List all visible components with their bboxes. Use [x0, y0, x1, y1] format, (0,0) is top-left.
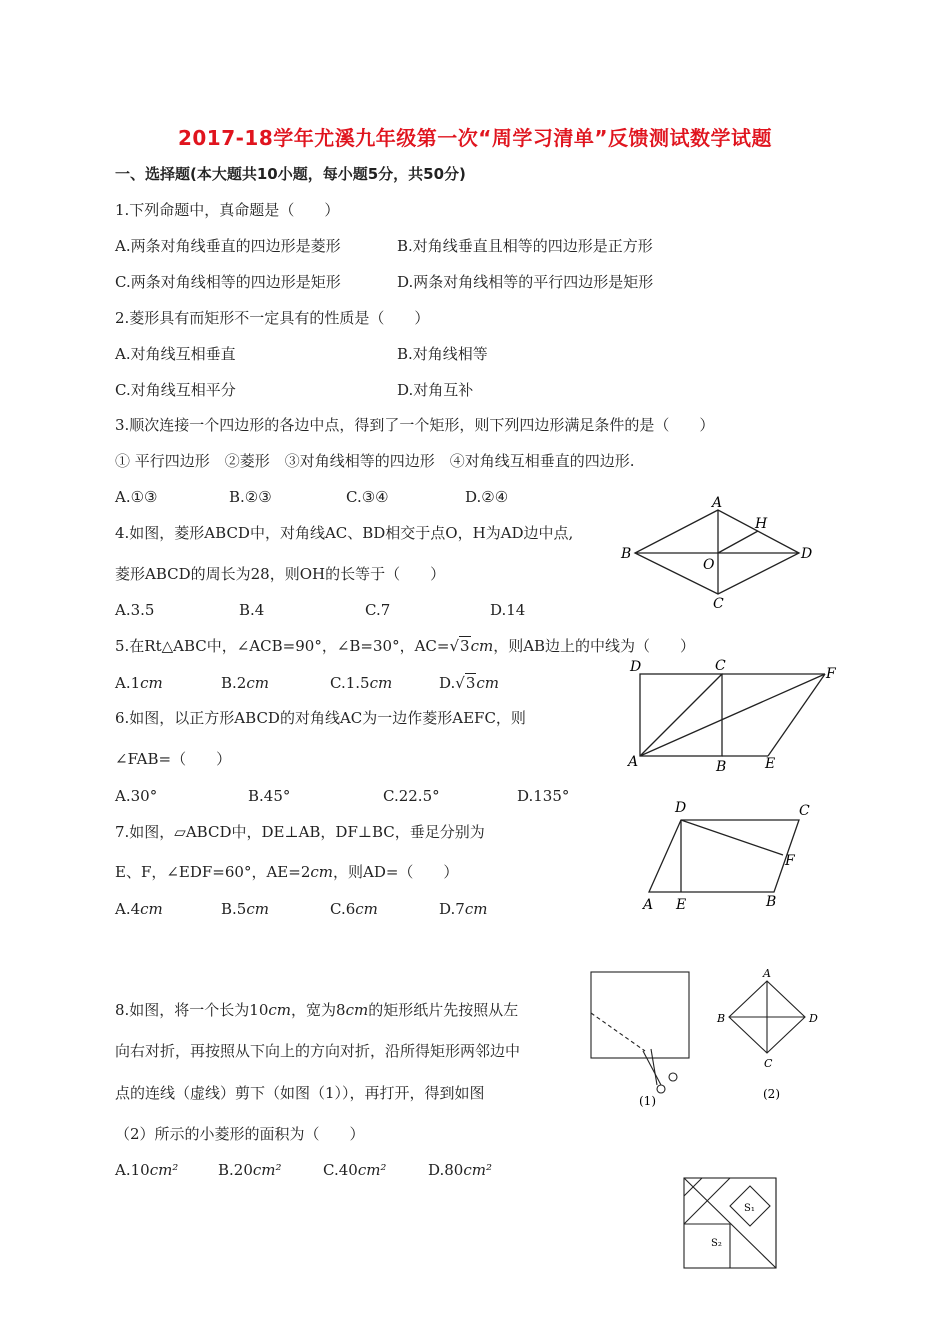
q9-squares-figure	[678, 1172, 788, 1272]
q8-stem-line3: 点的连线（虚线）剪下（如图（1）），再打开，得到如图	[115, 1084, 485, 1102]
q6-label-b: B	[716, 759, 727, 775]
q8-label-a: A	[763, 967, 771, 980]
q6-label-e: E	[765, 756, 776, 772]
q5-stem	[115, 636, 695, 656]
q5-option-d: D.√3cm	[439, 674, 499, 692]
q4-option-c: C.7	[365, 601, 391, 619]
q6-square-rhombus-figure	[620, 652, 850, 777]
q4-stem-line1: 4.如图，菱形ABCD中，对角线AC、BD相交于点O，H为AD边中点,	[115, 524, 574, 542]
q8-stem-line2: 向右对折，再按照从下向上的方向对折，沿所得矩形两邻边中	[115, 1042, 521, 1060]
q5-sqrt: √3	[449, 637, 470, 655]
q5-option-b: B.2cm	[221, 674, 269, 692]
q3-option-b: B.②③	[229, 488, 272, 506]
q2-option-d: D.对角互补	[397, 381, 474, 399]
q2-option-b: B.对角线相等	[397, 345, 488, 363]
q6-stem-line2: ∠FAB=（ ）	[115, 750, 232, 768]
q8-stem-line4: （2）所示的小菱形的面积为（ ）	[115, 1125, 365, 1143]
q7-label-d: D	[675, 800, 687, 816]
q4-label-o: O	[703, 557, 715, 573]
q4-stem-line2: 菱形ABCD的周长为28，则OH的长等于（ ）	[115, 565, 446, 583]
q1-stem: 1.下列命题中，真命题是（ ）	[115, 201, 340, 219]
q7-parallelogram-figure	[635, 795, 825, 915]
q8-option-b: B.20cm²	[218, 1161, 282, 1179]
q4-option-b: B.4	[239, 601, 265, 619]
q7-label-b: B	[766, 894, 777, 910]
q7-option-b: B.5cm	[221, 900, 269, 918]
q8-option-a: A.10cm²	[115, 1161, 179, 1179]
q6-label-a: A	[628, 754, 639, 770]
q7-label-a: A	[643, 897, 654, 913]
q7-option-a: A.4cm	[115, 900, 163, 918]
q6-option-d: D.135°	[517, 787, 570, 805]
q7-label-f: F	[785, 853, 795, 869]
q6-option-b: B.45°	[248, 787, 291, 805]
q7-label-e: E	[676, 897, 687, 913]
page-title: 2017-18学年尤溪九年级第一次“周学习清单”反馈测试数学试题	[177, 126, 773, 150]
q4-rhombus-figure	[615, 490, 815, 615]
q6-label-d: D	[630, 659, 642, 675]
q6-option-a: A.30°	[115, 787, 158, 805]
q4-option-d: D.14	[490, 601, 526, 619]
q4-label-b: B	[621, 546, 632, 562]
q4-label-h: H	[755, 516, 768, 532]
q5-radicand: 3	[460, 637, 470, 655]
q2-option-a: A.对角线互相垂直	[115, 345, 236, 363]
q8-option-c: C.40cm²	[323, 1161, 387, 1179]
q3-stem: 3.顺次连接一个四边形的各边中点，得到了一个矩形，则下列四边形满足条件的是（ ）	[115, 416, 715, 434]
q9-label-s1: S₁	[744, 1203, 755, 1214]
q5-stem-pre: 5.在Rt△ABC中，∠ACB=90°，∠B=30°，AC=	[115, 637, 450, 655]
q2-option-c: C.对角线互相平分	[115, 381, 236, 399]
q8-label-d: D	[809, 1012, 818, 1025]
q5-option-c: C.1.5cm	[330, 674, 393, 692]
q1-option-c: C.两条对角线相等的四边形是矩形	[115, 273, 341, 291]
q1-option-a: A.两条对角线垂直的四边形是菱形	[115, 237, 341, 255]
q6-label-f: F	[826, 666, 836, 682]
q8-fold-cut-figure	[585, 965, 835, 1115]
q4-label-d: D	[801, 546, 813, 562]
q8-label-c: C	[764, 1057, 773, 1070]
q7-stem-line1: 7.如图，▱ABCD中，DE⊥AB，DF⊥BC，垂足分别为	[115, 823, 485, 841]
q8-fig2-caption: (2)	[763, 1087, 780, 1101]
q5-unit: cm	[470, 637, 494, 655]
q6-label-c: C	[715, 658, 726, 674]
q2-stem: 2.菱形具有而矩形不一定具有的性质是（ ）	[115, 309, 430, 327]
q8-label-b: B	[717, 1012, 726, 1025]
q7-label-c: C	[799, 803, 810, 819]
q3-items: ① 平行四边形 ②菱形 ③对角线相等的四边形 ④对角线互相垂直的四边形.	[115, 452, 635, 470]
q1-option-d: D.两条对角线相等的平行四边形是矩形	[397, 273, 654, 291]
q8-stem-line1: 8.如图，将一个长为10cm，宽为8cm的矩形纸片先按照从左	[115, 1001, 519, 1019]
q3-option-d: D.②④	[465, 488, 509, 506]
q6-option-c: C.22.5°	[383, 787, 440, 805]
q1-option-b: B.对角线垂直且相等的四边形是正方形	[397, 237, 653, 255]
q7-stem-line2: E、F，∠EDF=60°，AE=2cm，则AD=（ ）	[115, 863, 459, 881]
q5-stem-post: ，则AB边上的中线为（ ）	[493, 637, 696, 655]
q7-option-c: C.6cm	[330, 900, 378, 918]
q7-option-d: D.7cm	[439, 900, 488, 918]
q3-option-c: C.③④	[346, 488, 389, 506]
q6-stem-line1: 6.如图，以正方形ABCD的对角线AC为一边作菱形AEFC，则	[115, 709, 526, 727]
section-heading: 一、选择题(本大题共10小题，每小题5分，共50分)	[115, 165, 466, 183]
q8-fig1-caption: (1)	[639, 1094, 656, 1108]
q3-option-a: A.①③	[115, 488, 158, 506]
q4-label-c: C	[713, 596, 724, 612]
q5-option-a: A.1cm	[115, 674, 163, 692]
q4-option-a: A.3.5	[115, 601, 155, 619]
q8-option-d: D.80cm²	[428, 1161, 492, 1179]
q9-label-s2: S₂	[711, 1238, 722, 1249]
q4-label-a: A	[712, 495, 723, 511]
